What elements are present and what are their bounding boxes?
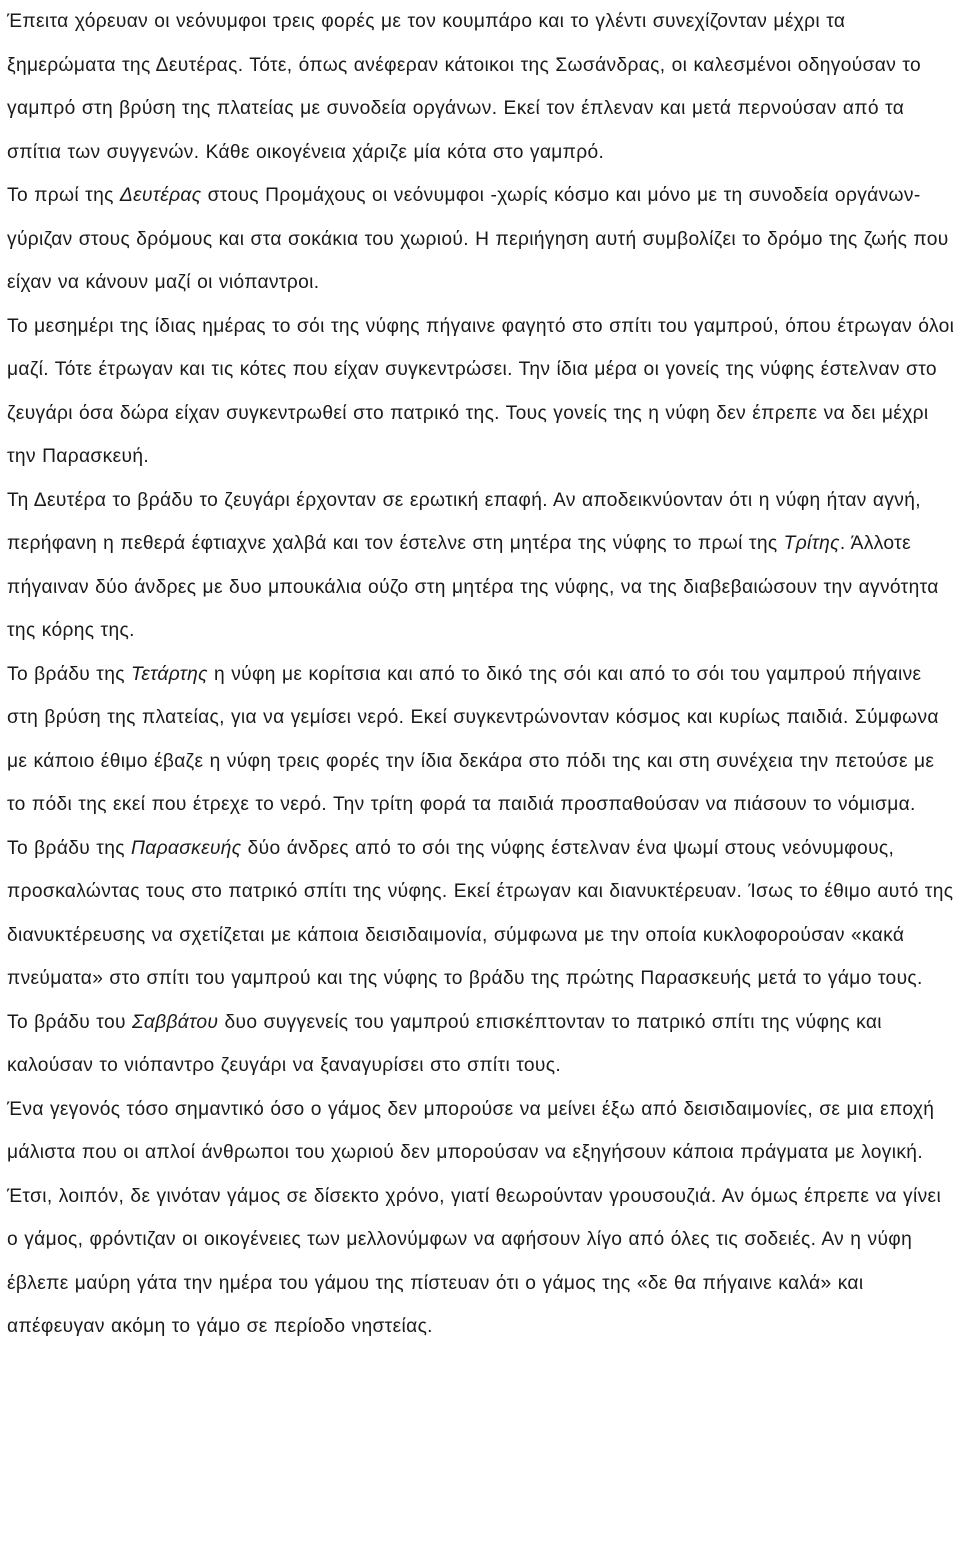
paragraph <box>7 479 957 653</box>
text-run: Το βράδυ του <box>7 1011 133 1033</box>
emphasized-text: Τρίτης <box>783 533 840 554</box>
paragraph <box>7 305 957 479</box>
text-run: Το βράδυ της <box>7 837 132 859</box>
emphasized-text: Δευτέρας <box>119 185 202 206</box>
text-run: δύο άνδρες από το σόι της νύφης έστελναν ένα ψωμί στους νεόνυμφους, προσκαλώντας τους στο πατρικό σπίτι της νύφης. Εκεί έτρωγαν και διανυκτέρευαν. Ίσως το έθιμο αυτό της διανυκτέρευσης να σχετίζεται με κάποια δεισιδαιμονία, σύμφωνα με την οποία κυκλοφορούσαν «κακά πνεύματα» στο σπίτι του γαμπρού και της νύφης το βράδυ της πρώτης Παρασκευής μετά το γάμο τους. <box>7 837 954 989</box>
text-run: στους Προμάχους οι νεόνυμφοι -χωρίς κόσμο και μόνο με τη συνοδεία οργάνων- γύριζαν στους δρόμους και στα σοκάκια του χωριού. Η περιήγηση αυτή συμβολίζει το δρόμο της ζωής που είχαν να κάνουν μαζί οι νιόπαντροι. <box>7 185 949 293</box>
emphasized-text: Τετάρτης <box>131 663 208 685</box>
document-body <box>7 0 957 1349</box>
paragraph <box>7 1001 957 1088</box>
text-run: Το μεσημέρι της ίδιας ημέρας το σόι της νύφης πήγαινε φαγητό στο σπίτι του γαμπρού, όπου έτρωγαν όλοι μαζί. Τότε έτρωγαν και τις κότες που είχαν συγκεντρώσει. Την ίδια μέρα οι γονείς της νύφης έστελναν στο ζευγάρι όσα δώρα είχαν συγκεντρωθεί στο πατρικό της. Τους γονείς της η νύφη δεν έπρεπε να δει μέχρι την Παρασκευή. <box>7 315 955 467</box>
paragraph <box>7 174 957 305</box>
text-run: Ένα γεγονός τόσο σημαντικό όσο ο γάμος δεν μπορούσε να μείνει έξω από δεισιδαιμονίες, σε μια εποχή μάλιστα που οι απλοί άνθρωποι του χωριού δεν μπορούσαν να εξηγήσουν κάποια πράγματα με λογική. Έτσι, λοιπόν, δε γινόταν γάμος σε δίσεκτο χρόνο, γιατί θεωρούνταν γρουσουζιά. Αν όμως έπρεπε να γίνει ο γάμος, φρόντιζαν οι οικογένειες των μελλονύμφων να αφήσουν λίγο από όλες τις σοδειές. Αν η νύφη έβλεπε μαύρη γάτα την ημέρα του γάμου της πίστευαν ότι ο γάμος της «δε θα πήγαινε καλά» και απέφευγαν ακόμη το γάμο σε περίοδο νηστείας. <box>7 1098 942 1337</box>
text-run: Το βράδυ της <box>7 663 132 685</box>
paragraph <box>7 653 957 827</box>
text-run: η νύφη με κορίτσια και από το δικό της σόι και από το σόι του γαμπρού πήγαινε στη βρύση της πλατείας, για να γεμίσει νερό. Εκεί συγκεντρώνονταν κόσμος και κυρίως παιδιά. Σύμφωνα με κάποιο έθιμο έβαζε η νύφη τρεις φορές την ίδια δεκάρα στο πόδι της και στη συνέχεια την πετούσε με το πόδι της εκεί που έτρεχε το νερό. Την τρίτη φορά τα παιδιά προσπαθούσαν να πιάσουν το νόμισμα. <box>7 663 939 815</box>
paragraph <box>7 1088 957 1349</box>
text-run: Έπειτα χόρευαν οι νεόνυμφοι τρεις φορές με τον κουμπάρο και το γλέντι συνεχίζονταν μέχρι τα ξημερώματα της Δευτέρας. Τότε, όπως ανέφεραν κάτοικοι της Σωσάνδρας, οι καλεσμένοι οδηγούσαν το γαμπρό στη βρύση της πλατείας με συνοδεία οργάνων. Εκεί τον έπλεναν και μετά περνούσαν από τα σπίτια των συγγενών. Κάθε οικογένεια χάριζε μία κότα στο γαμπρό. <box>7 11 922 163</box>
text-run: δυο συγγενείς του γαμπρού επισκέπτονταν το πατρικό σπίτι της νύφης και καλούσαν το νιόπαντρο ζευγάρι να ξαναγυρίσει στο σπίτι τους. <box>7 1011 882 1076</box>
text-run: Το πρωί της <box>7 185 120 206</box>
emphasized-text: Σαββάτου <box>132 1011 219 1033</box>
text-run: Τη Δευτέρα το βράδυ το ζευγάρι έρχονταν σε ερωτική επαφή. Αν αποδεικνύονταν ότι η νύφη ήταν αγνή, περήφανη η πεθερά έφτιαχνε χαλβά και τον έστελνε στη μητέρα της νύφης το πρωί της <box>7 489 921 554</box>
text-run: . Άλλοτε πήγαιναν δύο άνδρες με δυο μπουκάλια ούζο στη μητέρα της νύφης, να της διαβεβαιώσουν την αγνότητα της κόρης της. <box>7 533 939 641</box>
paragraph <box>7 827 957 1001</box>
paragraph <box>7 0 957 174</box>
emphasized-text: Παρασκευής <box>131 837 242 859</box>
